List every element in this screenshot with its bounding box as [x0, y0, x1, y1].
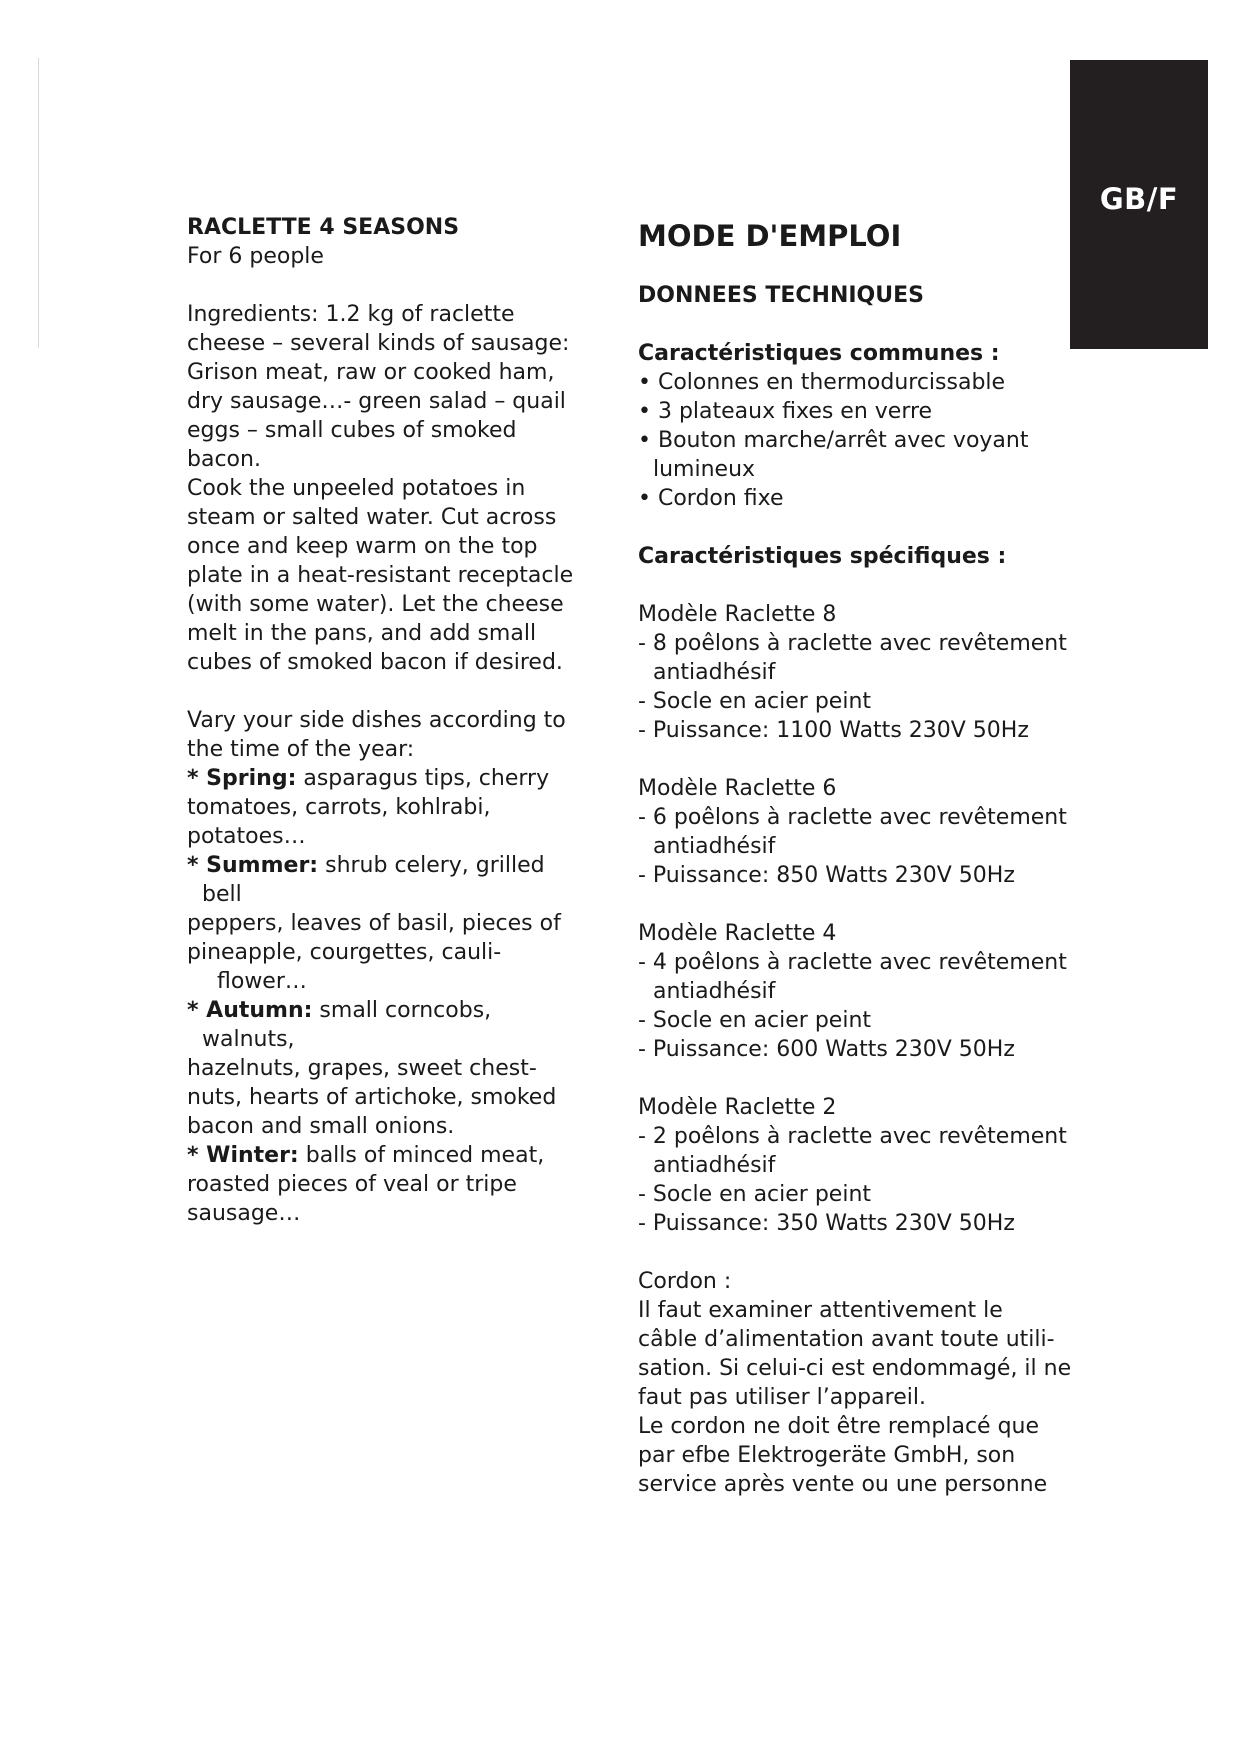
cord-heading: Cordon : [638, 1269, 732, 1294]
model-block-4 [638, 919, 1078, 1064]
list-item: - 2 poêlons à raclette avec revêtement antiadhésif [638, 1124, 1067, 1178]
text-line: faut pas utiliser l’appareil. [638, 1385, 926, 1410]
recipe-column [187, 213, 587, 1228]
list-item: - Puissance: 1100 Watts 230V 50Hz [638, 718, 1029, 743]
text-line: Il faut examiner attentivement le [638, 1298, 1003, 1323]
model-block-6 [638, 774, 1078, 890]
text-line: sation. Si celui-ci est endommagé, il ne [638, 1356, 1072, 1381]
list-item: - Puissance: 350 Watts 230V 50Hz [638, 1211, 1015, 1236]
text-line: peppers, leaves of basil, pieces of [187, 911, 561, 936]
page-margin-rule [38, 58, 39, 348]
text-line: tomatoes, carrots, kohlrabi, [187, 795, 491, 820]
list-item: - 4 poêlons à raclette avec revêtement antiadhésif [638, 950, 1067, 1004]
model-block-2 [638, 1093, 1078, 1238]
list-item: - Socle en acier peint [638, 1008, 872, 1033]
language-tab-label: GB/F [1099, 182, 1179, 216]
model-name: Modèle Raclette 2 [638, 1095, 837, 1120]
tech-heading: DONNEES TECHNIQUES [638, 283, 924, 308]
list-item: • Colonnes en thermodurcissable [638, 370, 1006, 395]
text-line: service après vente ou une personne [638, 1472, 1048, 1497]
common-list [638, 368, 1078, 513]
list-item: • Bouton marche/arrêt avec voyant lumineux [638, 428, 1029, 482]
text-line: (with some water). Let the cheese [187, 592, 564, 617]
text-line: sausage… [187, 1201, 301, 1226]
text-line: flower… [217, 969, 307, 994]
season-name: Winter: [206, 1143, 299, 1168]
model-name: Modèle Raclette 4 [638, 921, 837, 946]
text-line: melt in the pans, and add small [187, 621, 537, 646]
season-bullet: * [187, 853, 207, 878]
text-line: plate in a heat-resistant receptacle [187, 563, 574, 588]
list-item: - Socle en acier peint [638, 689, 872, 714]
list-item: - 6 poêlons à raclette avec revêtement antiadhésif [638, 805, 1067, 859]
model-block-8 [638, 600, 1078, 745]
common-heading: Caractéristiques communes : [638, 341, 1000, 366]
text-line: Ingredients: 1.2 kg of raclette [187, 302, 515, 327]
recipe-serves: For 6 people [187, 244, 324, 269]
text-line: asparagus tips, cherry [296, 766, 550, 791]
manual-title: MODE D'EMPLOI [638, 219, 902, 253]
text-line: pineapple, courgettes, cauli- [187, 940, 502, 965]
text-line: once and keep warm on the top [187, 534, 538, 559]
text-line: Le cordon ne doit être remplacé que [638, 1414, 1040, 1439]
text-line: dry sausage…- green salad – quail [187, 389, 566, 414]
list-item: • 3 plateaux fixes en verre [638, 399, 933, 424]
model-name: Modèle Raclette 6 [638, 776, 837, 801]
list-item: - Socle en acier peint [638, 1182, 872, 1207]
list-item: • Cordon fixe [638, 486, 784, 511]
season-summer [187, 851, 587, 996]
season-name: Autumn: [206, 998, 313, 1023]
season-autumn [187, 996, 587, 1141]
text-line: steam or salted water. Cut across [187, 505, 557, 530]
text-line: cubes of smoked bacon if desired. [187, 650, 563, 675]
text-line: potatoes… [187, 824, 306, 849]
text-line: balls of minced meat, [298, 1143, 545, 1168]
cord-paragraph [638, 1296, 1078, 1499]
season-name: Summer: [206, 853, 319, 878]
recipe-ingredients [187, 300, 587, 677]
manual-column [638, 213, 1078, 1499]
text-line: roasted pieces of veal or tripe [187, 1172, 517, 1197]
text-line: bacon and small onions. [187, 1114, 455, 1139]
text-line: par efbe Elektrogeräte GmbH, son [638, 1443, 1016, 1468]
season-bullet: * [187, 766, 207, 791]
language-tab [1070, 60, 1208, 349]
season-spring [187, 764, 587, 851]
list-item: - Puissance: 850 Watts 230V 50Hz [638, 863, 1015, 888]
text-line: cheese – several kinds of sausage: [187, 331, 570, 356]
model-name: Modèle Raclette 8 [638, 602, 837, 627]
text-line: the time of the year: [187, 737, 415, 762]
text-line: câble d’alimentation avant toute utili- [638, 1327, 1055, 1352]
text-line: Vary your side dishes according to [187, 708, 566, 733]
text-line: nuts, hearts of artichoke, smoked [187, 1085, 557, 1110]
recipe-title: RACLETTE 4 SEASONS [187, 215, 460, 240]
text-line: Grison meat, raw or cooked ham, [187, 360, 555, 385]
list-item: - 8 poêlons à raclette avec revêtement antiadhésif [638, 631, 1067, 685]
specific-heading: Caractéristiques spécifiques : [638, 544, 1007, 569]
text-line: hazelnuts, grapes, sweet chest- [187, 1056, 537, 1081]
text-line: small corncobs, walnuts, [202, 998, 492, 1052]
season-bullet: * [187, 998, 207, 1023]
season-bullet: * [187, 1143, 207, 1168]
text-line: shrub celery, grilled bell [202, 853, 545, 907]
list-item: - Puissance: 600 Watts 230V 50Hz [638, 1037, 1015, 1062]
text-line: eggs – small cubes of smoked bacon. [187, 418, 517, 472]
season-name: Spring: [206, 766, 297, 791]
text-line: Cook the unpeeled potatoes in [187, 476, 526, 501]
season-winter [187, 1141, 587, 1228]
